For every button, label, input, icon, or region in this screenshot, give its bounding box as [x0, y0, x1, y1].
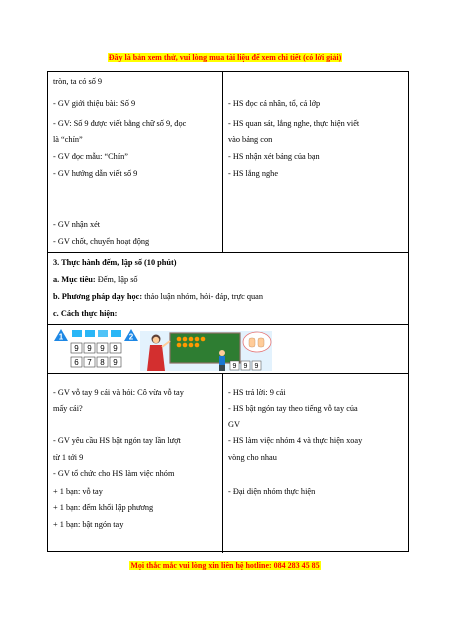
section-heading: 3. Thực hành đếm, lập số (10 phút) — [53, 258, 177, 267]
text-line: mấy cái? — [53, 404, 83, 413]
text-line: - Đại diện nhóm thực hiện — [228, 487, 316, 496]
procedure-heading: c. Cách thực hiện: — [53, 309, 118, 318]
text-line: là “chín” — [53, 135, 83, 144]
teacher-column — [48, 72, 223, 252]
text-line: - HS quan sát, lắng nghe, thực hiện viết — [228, 119, 360, 128]
text-line: - GV tổ chức cho HS làm việc nhóm — [53, 469, 175, 478]
svg-text:9: 9 — [100, 344, 105, 353]
text-line: - HS đọc cá nhân, tổ, cả lớp — [228, 99, 321, 108]
textbook-illustration — [52, 329, 274, 372]
teacher-column — [48, 373, 223, 553]
svg-text:9: 9 — [243, 363, 248, 370]
text-line: - GV yêu cầu HS bật ngón tay lần lượt — [53, 436, 181, 445]
text-line: - GV chốt, chuyển hoạt động — [53, 237, 150, 246]
svg-text:9: 9 — [113, 358, 118, 367]
text-line: GV — [228, 420, 240, 429]
svg-text:9: 9 — [232, 363, 237, 370]
table-row — [48, 252, 408, 324]
text-line: - GV hướng dẫn viết số 9 — [53, 169, 138, 178]
header-banner: Đây là bản xem thử, vui lòng mua tài liệu để xem chi tiết (có lời giải) — [108, 53, 342, 62]
footer-banner: Mọi thắc mắc vui lòng xin liên hệ hotline: 084 283 45 85 — [130, 561, 320, 570]
exercise-badge-2 — [124, 329, 138, 342]
student-figure — [219, 350, 225, 371]
board-number-cards — [230, 361, 261, 370]
svg-text:2: 2 — [128, 332, 134, 342]
svg-text:7: 7 — [87, 358, 92, 367]
text-line: - HS nhận xét bảng của bạn — [228, 152, 320, 161]
text-line: vòng cho nhau — [228, 453, 277, 462]
cube-stacks — [72, 330, 121, 337]
svg-text:1: 1 — [58, 332, 64, 342]
text-line: + 1 bạn: vỗ tay — [53, 487, 103, 496]
text-line: - GV giới thiệu bài: Số 9 — [53, 99, 136, 108]
text-line: - HS bật ngón tay theo tiếng vỗ tay của — [228, 404, 358, 413]
hands-speech-bubble — [243, 332, 271, 352]
exercise-badge-1 — [54, 329, 68, 342]
text-line: vào bảng con — [228, 135, 273, 144]
number-cards-top — [71, 343, 121, 353]
text-line: từ 1 tới 9 — [53, 453, 84, 462]
text-line: - GV vỗ tay 9 cái và hỏi: Cô vừa vỗ tay — [53, 388, 184, 397]
svg-text:9: 9 — [87, 344, 92, 353]
goal-line: a. Mục tiêu: Đếm, lập số — [53, 275, 138, 284]
text-line: + 1 bạn: đếm khối lập phương — [53, 503, 154, 512]
svg-text:6: 6 — [74, 358, 79, 367]
svg-text:9: 9 — [74, 344, 79, 353]
classroom-scene — [140, 331, 272, 371]
text-line: - GV: Số 9 được viết bằng chữ số 9, đọc — [53, 119, 187, 128]
text-line: - GV nhận xét — [53, 220, 101, 229]
number-cards-bottom — [71, 357, 121, 367]
svg-text:9: 9 — [254, 363, 259, 370]
svg-text:9: 9 — [113, 344, 118, 353]
text-line: - HS lắng nghe — [228, 169, 279, 178]
table-row — [48, 324, 408, 553]
text-line: - GV đọc mẫu: “Chín” — [53, 152, 128, 161]
text-line: + 1 bạn: bật ngón tay — [53, 520, 124, 529]
table-row — [48, 72, 408, 252]
method-line: b. Phương pháp dạy học: thảo luận nhóm, hỏi- đáp, trực quan — [53, 292, 263, 301]
svg-text:8: 8 — [100, 358, 105, 367]
text-line: - HS làm việc nhóm 4 và thực hiện xoay — [228, 436, 363, 445]
lesson-table — [47, 71, 409, 552]
student-column — [223, 72, 408, 252]
text-line: tròn, ta có số 9 — [53, 77, 103, 86]
text-line: - HS trả lời: 9 cái — [228, 388, 286, 397]
student-column — [223, 373, 408, 553]
